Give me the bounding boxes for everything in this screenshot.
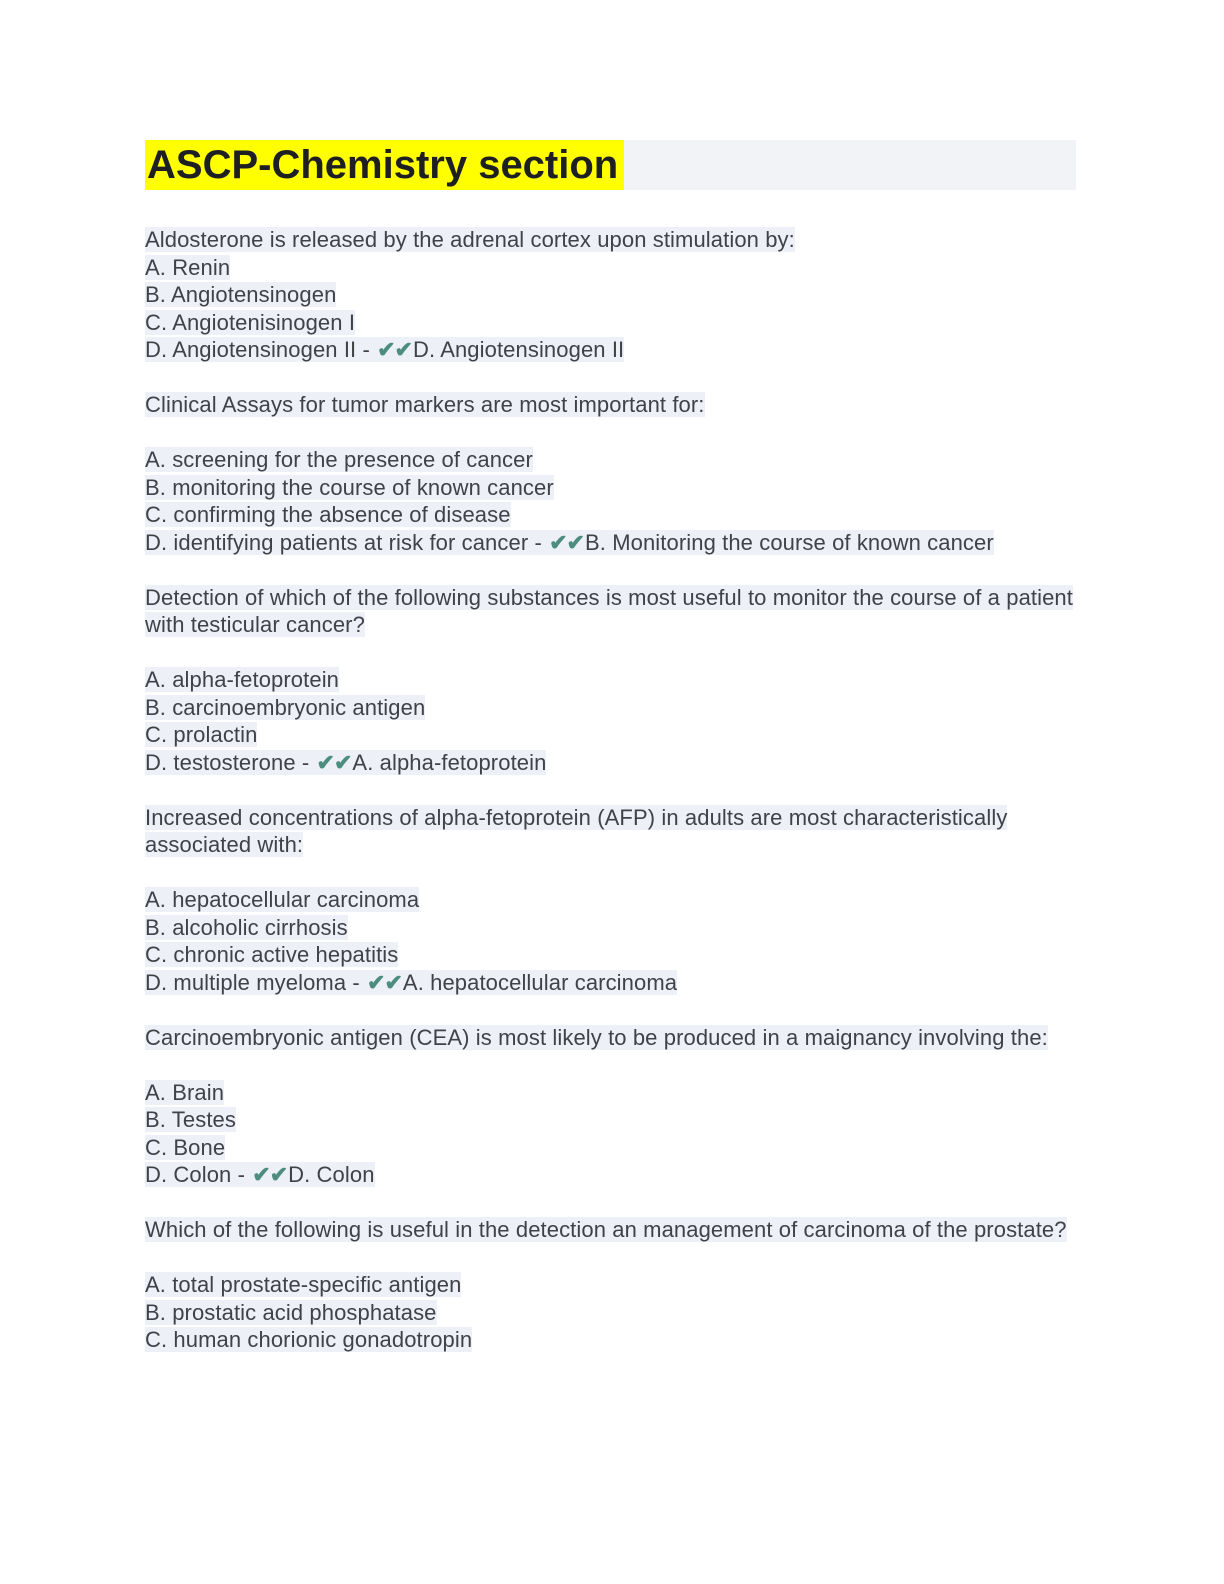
question-prompt: Detection of which of the following substances is most useful to monitor the course of a patient with testicular cancer?	[145, 584, 1073, 637]
question-block	[145, 226, 1076, 364]
correct-answer: B. Monitoring the course of known cancer	[585, 529, 994, 555]
answer-option	[145, 749, 1076, 777]
answer-option	[145, 501, 1076, 529]
question-block	[145, 584, 1076, 777]
question-block	[145, 804, 1076, 997]
answer-option	[145, 1106, 1076, 1134]
question-prompt: Increased concentrations of alpha-fetoprotein (AFP) in adults are most characteristically associated with:	[145, 804, 1008, 857]
question-block	[145, 391, 1076, 556]
answer-separator: -	[295, 749, 316, 775]
answer-option	[145, 529, 1076, 557]
answer-option	[145, 474, 1076, 502]
correct-answer: A. hepatocellular carcinoma	[402, 969, 678, 995]
option-text: B. prostatic acid phosphatase	[145, 1299, 437, 1325]
answer-option	[145, 969, 1076, 997]
answer-option	[145, 721, 1076, 749]
answer-option	[145, 914, 1076, 942]
answer-option	[145, 1326, 1076, 1354]
answer-separator: -	[528, 529, 549, 555]
answer-option	[145, 254, 1076, 282]
checkmark-icon: ✔✔	[377, 337, 412, 362]
answer-option	[145, 1299, 1076, 1327]
correct-answer: A. alpha-fetoprotein	[352, 749, 547, 775]
answer-option	[145, 694, 1076, 722]
question-prompt: Aldosterone is released by the adrenal cortex upon stimulation by:	[145, 227, 795, 252]
blank-line	[145, 1051, 1076, 1079]
option-text: C. chronic active hepatitis	[145, 942, 399, 967]
answer-option	[145, 1161, 1076, 1189]
title-highlight-filler	[624, 140, 1076, 190]
answer-option	[145, 281, 1076, 309]
option-text: A. alpha-fetoprotein	[145, 667, 340, 692]
answer-option	[145, 1134, 1076, 1162]
checkmark-icon: ✔✔	[549, 529, 584, 555]
option-text: D. Colon	[145, 1162, 232, 1187]
option-text: D. Angiotensinogen II	[145, 337, 357, 362]
checkmark-icon: ✔✔	[367, 969, 402, 995]
page-title-row	[145, 140, 1076, 190]
blank-line	[145, 419, 1076, 447]
checkmark-icon: ✔✔	[316, 749, 352, 775]
blank-line	[145, 1244, 1076, 1272]
answer-separator: -	[356, 337, 377, 362]
page-title: ASCP-Chemistry section	[145, 140, 624, 190]
answer-option	[145, 886, 1076, 914]
answer-option	[145, 336, 1076, 364]
option-text: A. screening for the presence of cancer	[145, 447, 533, 472]
answer-option	[145, 309, 1076, 337]
question-prompt: Carcinoembryonic antigen (CEA) is most likely to be produced in a maignancy involving the:	[145, 1024, 1048, 1050]
option-text: C. prolactin	[145, 722, 258, 747]
option-text: A. Renin	[145, 254, 231, 280]
option-text: B. monitoring the course of known cancer	[145, 474, 554, 500]
option-text: B. alcoholic cirrhosis	[145, 914, 348, 940]
question-prompt: Which of the following is useful in the detection an management of carcinoma of the prostate?	[145, 1217, 1067, 1242]
question-block	[145, 1024, 1076, 1189]
option-text: B. Angiotensinogen	[145, 282, 337, 307]
option-text: B. Testes	[145, 1107, 236, 1132]
option-text: B. carcinoembryonic antigen	[145, 694, 426, 720]
option-text: D. testosterone	[145, 749, 296, 775]
answer-option	[145, 446, 1076, 474]
answer-option	[145, 1271, 1076, 1299]
option-text: C. Angiotenisinogen I	[145, 309, 356, 335]
option-text: C. human chorionic gonadotropin	[145, 1327, 473, 1352]
question-block	[145, 1216, 1076, 1354]
answer-option	[145, 941, 1076, 969]
answer-option	[145, 1079, 1076, 1107]
answer-separator: -	[346, 969, 367, 995]
blank-line	[145, 859, 1076, 887]
blank-line	[145, 639, 1076, 667]
option-text: C. Bone	[145, 1134, 226, 1160]
correct-answer: D. Colon	[288, 1162, 375, 1187]
answer-option	[145, 666, 1076, 694]
answer-separator: -	[231, 1162, 252, 1187]
correct-answer: D. Angiotensinogen II	[413, 337, 625, 362]
questions	[145, 226, 1076, 1354]
option-text: D. multiple myeloma	[145, 969, 347, 995]
checkmark-icon: ✔✔	[252, 1162, 288, 1187]
question-prompt: Clinical Assays for tumor markers are most important for:	[145, 392, 705, 417]
option-text: A. total prostate-specific antigen	[145, 1272, 462, 1297]
option-text: A. hepatocellular carcinoma	[145, 887, 420, 912]
option-text: A. Brain	[145, 1079, 225, 1105]
option-text: D. identifying patients at risk for cancer	[145, 529, 529, 555]
option-text: C. confirming the absence of disease	[145, 502, 511, 527]
